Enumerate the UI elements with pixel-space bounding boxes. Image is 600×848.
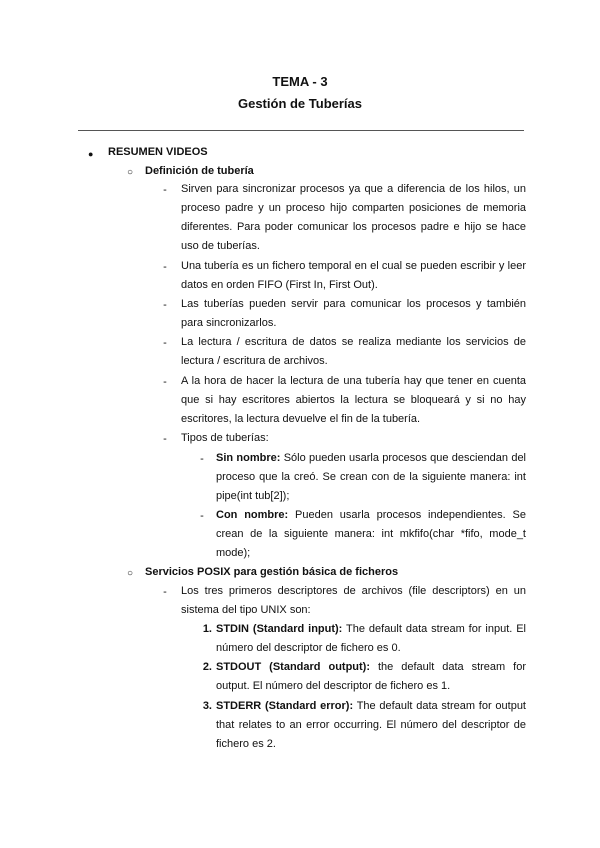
term-description: The default data stream for output that relates to an error occurring. El número del descriptor de fichero es 2.	[216, 700, 526, 750]
dash-marker: -	[163, 586, 167, 598]
term-label: Sin nombre:	[216, 452, 281, 464]
bullet-icon: ●	[88, 149, 94, 159]
dash-marker: -	[163, 184, 167, 196]
dash-marker: -	[163, 261, 167, 273]
term-description: the default data stream for output. El número del descriptor de fichero es 1.	[216, 661, 526, 692]
list-number: 1.	[202, 623, 212, 635]
descriptor-item	[216, 658, 526, 696]
list-item: Los tres primeros descriptores de archivos (file descriptors) en un sistema del tipo UNIX son:	[181, 585, 526, 616]
list-item-pipe-type	[216, 449, 526, 506]
term-description: Pueden usarla procesos independientes. Se crean de la siguiente manera: int mkfifo(char *fifo, mode_t mode);	[216, 509, 526, 559]
subsection-heading-definition: Definición de tubería	[145, 165, 254, 177]
list-item: A la hora de hacer la lectura de una tubería hay que tener en cuenta que si hay escritores abiertos la lectura se bloqueará y si no hay escritores, la lectura devuelve el fin de la tubería.	[181, 375, 526, 425]
list-number: 3.	[202, 700, 212, 712]
circle-bullet-icon: ○	[127, 167, 134, 178]
term-description: The default data stream for input. El número del descriptor de fichero es 0.	[216, 623, 526, 654]
list-item: Tipos de tuberías:	[181, 432, 269, 444]
dash-marker: -	[200, 453, 204, 465]
list-item: Las tuberías pueden servir para comunicar los procesos y también para sincronizarlos.	[181, 298, 526, 329]
dash-marker: -	[163, 433, 167, 445]
list-number: 2.	[202, 661, 212, 673]
dash-marker: -	[163, 337, 167, 349]
term-label: STDOUT (Standard output):	[216, 661, 371, 673]
term-description: Sólo pueden usarla procesos que desciendan del proceso que la creó. Se crean con de la siguiente manera: int pipe(int tub[2]);	[216, 452, 527, 502]
section-heading: RESUMEN VIDEOS	[108, 146, 208, 158]
term-label: STDIN (Standard input):	[216, 623, 343, 635]
subsection-heading-posix: Servicios POSIX para gestión básica de ficheros	[145, 566, 399, 578]
list-item: Sirven para sincronizar procesos ya que a diferencia de los hilos, un proceso padre y un proceso hijo comparten posiciones de memoria diferentes. Para poder comunicar los procesos padre e hijo se hace uso de tuberías.	[181, 183, 526, 252]
term-label: STDERR (Standard error):	[216, 700, 354, 712]
descriptor-item	[216, 620, 526, 658]
dash-marker: -	[163, 376, 167, 388]
circle-bullet-icon: ○	[127, 568, 134, 579]
page-subtitle: Gestión de Tuberías	[237, 96, 362, 111]
list-item: La lectura / escritura de datos se realiza mediante los servicios de lectura / escritura de archivos.	[181, 336, 526, 367]
list-item: Una tubería es un fichero temporal en el cual se pueden escribir y leer datos en orden FIFO (First In, First Out).	[181, 260, 526, 291]
descriptor-item	[216, 697, 526, 754]
dash-marker: -	[200, 510, 204, 522]
dash-marker: -	[163, 299, 167, 311]
header-divider	[78, 130, 524, 131]
list-item-pipe-type	[216, 506, 526, 563]
page-title: TEMA - 3	[272, 74, 328, 89]
term-label: Con nombre:	[216, 509, 289, 521]
